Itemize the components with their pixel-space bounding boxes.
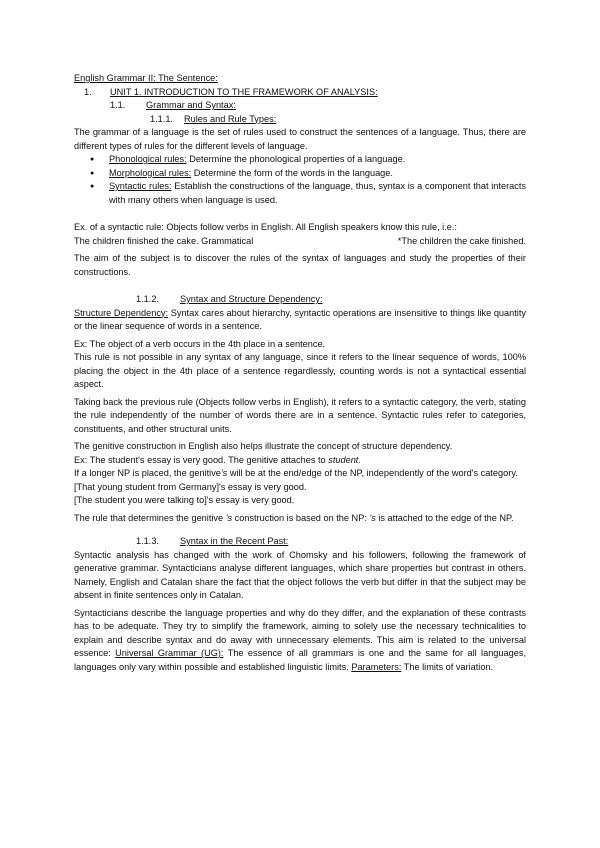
list-item-term: Morphological rules: [109, 167, 192, 178]
subsection-title: Syntax in the Recent Past: [180, 536, 289, 546]
paragraph-text: The rule that determines the genitive [74, 512, 226, 523]
paragraph-text: The essence of all grammars is one and the same for all languages, languages only vary within possible and established linguistic limits. [74, 648, 526, 672]
list-item-term: Phonological rules: [109, 154, 187, 164]
subsection-number: 1.1.3. [136, 536, 159, 546]
paragraph-universal-grammar [74, 607, 526, 675]
paragraph-text: The limits of variation. [401, 661, 494, 672]
example-germany: [That young student from Germany]'s essay is very good. [74, 481, 307, 492]
paragraph-syntactic-category: Taking back the previous rule (Objects follow verbs in English), it refers to a syntactic category, the verb, stating the rule independently of the number of words there are in a sentence. Syntactic rules refer to categories, constituents, and other structural units. [74, 396, 526, 434]
term-structure-dependency: Structure Dependency: [74, 307, 169, 318]
paragraph-linear-sequence: This rule is not possible in any syntax of any language, since it refers to the linear sequence of words, 100% placing the object in the 4th place of a sentence regardlessly, counting words is not a syntactical essential aspect. [74, 352, 526, 389]
document-page [74, 72, 526, 674]
italic-text: 's [225, 512, 233, 523]
paragraph-text: If a longer NP is placed, the genitive [74, 468, 221, 478]
italic-text: student. [328, 454, 361, 465]
subsection-number: 1.1.1. [150, 113, 173, 124]
subsection-title: Rules and Rule Types: [184, 113, 277, 124]
example-ungrammatical: *The children the cake finished. [397, 235, 526, 246]
paragraph-genitive-intro: The genitive construction in English also helps illustrate the concept of structure dependency. [74, 441, 453, 451]
example-grammatical: The children finished the cake. Grammatical [74, 235, 254, 246]
paragraph-text: Syntacticians describe the language properties and why do they differ, and the explanation of these contrasts has to be adequate. They try to simplify the framework, aiming to solely use the necessary technicalities to explain and describe syntax and do away with unnecessary elements. This aim is related to the universal essence: [74, 607, 526, 658]
list-item-term: Syntactic rules: [109, 181, 172, 191]
term-universal-grammar: Universal Grammar (UG): [115, 648, 224, 658]
italic-text: 's [220, 468, 228, 478]
example-genitive [74, 454, 526, 468]
section-number: 1.1. [110, 100, 126, 110]
list-item-text: Determine the phonological properties of a language. [186, 154, 406, 164]
list-item [74, 180, 526, 207]
paragraph-grammar-definition: The grammar of a language is the set of rules used to construct the sentences of a language. Thus, there are different types of rules for the different levels of language. [74, 127, 526, 151]
subsection-title: Syntax and Structure Dependency: [180, 294, 323, 304]
example-talking-to: [The student you were talking to]'s essay is very good. [74, 495, 295, 505]
unit-number: 1. [84, 86, 92, 97]
document-title: English Grammar II: The Sentence: [74, 73, 218, 83]
list-item [74, 153, 526, 167]
section-title: Grammar and Syntax: [146, 100, 236, 110]
paragraph-text: Syntax cares about hierarchy, syntactic operations are insensitive to things like quantity or the linear sequence of words in a sentence. [74, 307, 526, 331]
paragraph-chomsky: Syntactic analysis has changed with the work of Chomsky and his followers, following the framework of generative grammar. Syntacticians analyse different languages, which share properties but contrast in others. Namely, English and Catalan share the fact that the object follows the verb but differ in that the subject may be absent in finite sentences only in Catalan. [74, 549, 526, 600]
example-syntactic-rule: Ex. of a syntactic rule: Objects follow verbs in English. All English speakers know this rule, i.e.: [74, 222, 457, 232]
italic-text: 's [369, 512, 376, 523]
unit-title: UNIT 1. INTRODUCTION TO THE FRAMEWORK OF ANALYSIS: [110, 86, 378, 97]
unit-heading [74, 86, 526, 100]
paragraph-text: construction is based on the NP: [232, 512, 370, 523]
subsection-heading-1-1-3 [74, 535, 526, 549]
paragraph-text: Ex: The student's essay is very good. The genitive attaches to [74, 454, 329, 465]
paragraph-text: will be at the end/edge of the NP, independently of the word's category. [227, 468, 518, 478]
subsection-heading-1-1-2 [74, 293, 526, 307]
example-sentences [74, 235, 526, 249]
rule-types-list [74, 153, 526, 207]
paragraph-text: is attached to the edge of the NP. [375, 512, 514, 523]
paragraph-structure-dependency [74, 307, 526, 334]
paragraph-genitive-rule [74, 512, 526, 526]
list-item-text: Determine the form of the words in the language. [191, 167, 393, 178]
section-heading-1-1 [74, 99, 526, 113]
paragraph-aim: The aim of the subject is to discover the rules of the syntax of languages and study the properties of their constructions. [74, 253, 526, 277]
example-fourth-place: Ex: The object of a verb occurs in the 4th place in a sentence. [74, 338, 326, 349]
subsection-heading-1-1-1 [74, 113, 526, 127]
paragraph-longer-np [74, 467, 526, 481]
subsection-number: 1.1.2. [136, 294, 159, 304]
term-parameters: Parameters: [351, 661, 402, 672]
list-item [74, 167, 526, 181]
list-item-text: Establish the constructions of the language, thus, syntax is a component that interacts with many others when language is used. [109, 181, 526, 205]
